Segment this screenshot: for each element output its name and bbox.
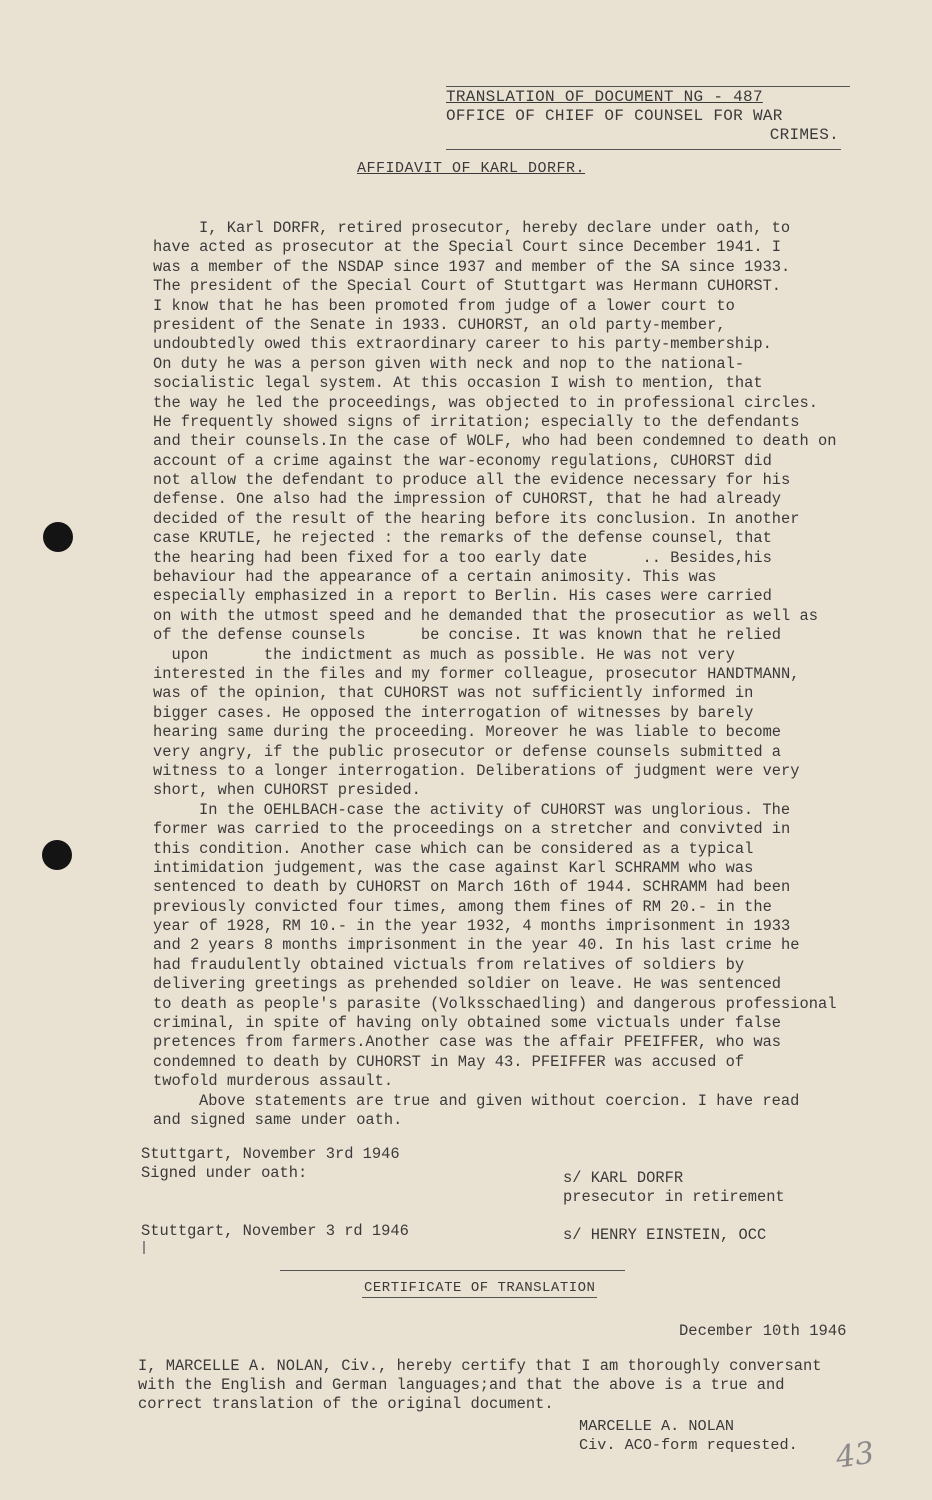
affidavit-body [153, 219, 858, 1130]
body-line: In the OEHLBACH-case the activity of CUHORST was unglorious. The [199, 800, 791, 819]
certificate-title-text: CERTIFICATE OF TRANSLATION [364, 1280, 596, 1296]
certificate-body [138, 1357, 858, 1414]
header-line-3: CRIMES. [769, 126, 839, 144]
document-header [446, 88, 851, 145]
header-rule [446, 149, 841, 150]
affiant-title: presecutor in retirement [563, 1188, 785, 1206]
body-line: interested in the files and my former colleague, prosecutor HANDTMANN, [153, 664, 800, 683]
body-line: decided of the result of the hearing before its conclusion. In another [153, 509, 800, 528]
body-line: criminal, in spite of having only obtained some victuals under false [153, 1014, 782, 1033]
body-line: on with the utmost speed and he demanded that the prosecutior as well as [153, 606, 818, 625]
certificate-title [362, 1280, 597, 1298]
affidavit-title: AFFIDAVIT OF KARL DORFR. [357, 160, 586, 177]
body-line: defense. One also had the impression of CUHORST, that he had already [153, 490, 782, 509]
body-line: of the defense counsels be concise. It was known that he relied [153, 626, 782, 645]
certificate-line: I, MARCELLE A. NOLAN, Civ., hereby certify that I am thoroughly conversant [138, 1357, 822, 1375]
body-line: case KRUTLE, he rejected : the remarks of the defense counsel, that [153, 529, 772, 548]
body-line: especially emphasized in a report to Berlin. His cases were carried [153, 587, 772, 606]
body-line: the way he led the proceedings, was objected to in professional circles. [153, 393, 818, 412]
body-line: socialistic legal system. At this occasion I wish to mention, that [153, 374, 763, 393]
body-line: very angry, if the public prosecutor or defense counsels submitted a [153, 742, 782, 761]
body-line: I know that he has been promoted from judge of a lower court to [153, 296, 735, 315]
body-line: and 2 years 8 months imprisonment in the year 40. In his last crime he [153, 936, 800, 955]
body-line: and signed same under oath. [153, 1110, 403, 1129]
place-date-2: Stuttgart, November 3 rd 1946 [141, 1222, 409, 1240]
certificate-signature [579, 1417, 798, 1455]
body-line: twofold murderous assault. [153, 1072, 394, 1091]
header-line-2: OFFICE OF CHIEF OF COUNSEL FOR WAR [446, 107, 783, 125]
translator-note: Civ. ACO-form requested. [579, 1436, 798, 1454]
header-line-1: TRANSLATION OF DOCUMENT NG - 487 [446, 88, 763, 106]
affiant-signature: s/ KARL DORFR [563, 1169, 684, 1187]
body-line: witness to a longer interrogation. Deliberations of judgment were very [153, 761, 800, 780]
body-line: not allow the defendant to produce all the evidence necessary for his [153, 471, 791, 490]
body-line: have acted as prosecutor at the Special Court since December 1941. I [153, 238, 782, 257]
certificate-date: December 10th 1946 [679, 1322, 847, 1340]
body-line: this condition. Another case which can be considered as a typical [153, 839, 754, 858]
body-line: president of the Senate in 1933. CUHORST, an old party-member, [153, 315, 726, 334]
signed-under-oath: Signed under oath: [141, 1164, 308, 1182]
body-line: upon the indictment as much as possible. He was not very [153, 645, 735, 664]
certificate-line: correct translation of the original document. [138, 1395, 554, 1413]
body-line: to death as people's parasite (Volksschaedling) and dangerous professional [153, 994, 837, 1013]
body-line: bigger cases. He opposed the interrogation of witnesses by barely [153, 703, 754, 722]
body-line: hearing same during the proceeding. Moreover he was liable to become [153, 723, 782, 742]
certificate-rule [280, 1270, 625, 1271]
margin-mark [143, 1241, 145, 1254]
body-line: was a member of the NSDAP since 1937 and member of the SA since 1933. [153, 257, 791, 276]
body-line: short, when CUHORST presided. [153, 781, 421, 800]
body-line: undoubtedly owed this extraordinary career to his party-membership. [153, 335, 772, 354]
body-line: The president of the Special Court of Stuttgart was Hermann CUHORST. [153, 277, 782, 296]
body-line: account of a crime against the war-economy regulations, CUHORST did [153, 451, 772, 470]
body-line: the hearing had been fixed for a too early date .. Besides,his [153, 548, 772, 567]
body-line: and their counsels.In the case of WOLF, who had been condemned to death on [153, 432, 837, 451]
header-rule [446, 86, 850, 87]
body-line: sentenced to death by CUHORST on March 16th of 1944. SCHRAMM had been [153, 878, 791, 897]
body-line: pretences from farmers.Another case was the affair PFEIFFER, who was [153, 1033, 782, 1052]
punch-hole [42, 840, 72, 870]
body-line: delivering greetings as prehended soldier on leave. He was sentenced [153, 975, 782, 994]
handwritten-page-number: 43 [833, 1435, 877, 1476]
body-line: intimidation judgement, was the case against Karl SCHRAMM who was [153, 858, 754, 877]
witness-signature: s/ HENRY EINSTEIN, OCC [563, 1226, 767, 1244]
body-line: previously convicted four times, among them fines of RM 20.- in the [153, 897, 772, 916]
body-line: behaviour had the appearance of a certain animosity. This was [153, 568, 717, 587]
body-line: was of the opinion, that CUHORST was not sufficiently informed in [153, 684, 754, 703]
body-line: I, Karl DORFR, retired prosecutor, hereby declare under oath, to [199, 219, 791, 237]
body-line: year of 1928, RM 10.- in the year 1932, 4 months imprisonment in 1933 [153, 917, 791, 936]
body-line: Above statements are true and given without coercion. I have read [199, 1091, 800, 1110]
body-line: condemned to death by CUHORST in May 43. PFEIFFER was accused of [153, 1052, 745, 1071]
punch-hole [43, 522, 73, 552]
body-line: On duty he was a person given with neck and nop to the national- [153, 354, 745, 373]
place-date-1: Stuttgart, November 3rd 1946 [141, 1145, 400, 1163]
body-line: had fraudulently obtained victuals from relatives of soldiers by [153, 955, 745, 974]
body-line: He frequently showed signs of irritation; especially to the defendants [153, 412, 800, 431]
body-line: former was carried to the proceedings on a stretcher and convivted in [153, 820, 791, 839]
certificate-line: with the English and German languages;and that the above is a true and [138, 1376, 785, 1394]
translator-name: MARCELLE A. NOLAN [579, 1417, 734, 1435]
